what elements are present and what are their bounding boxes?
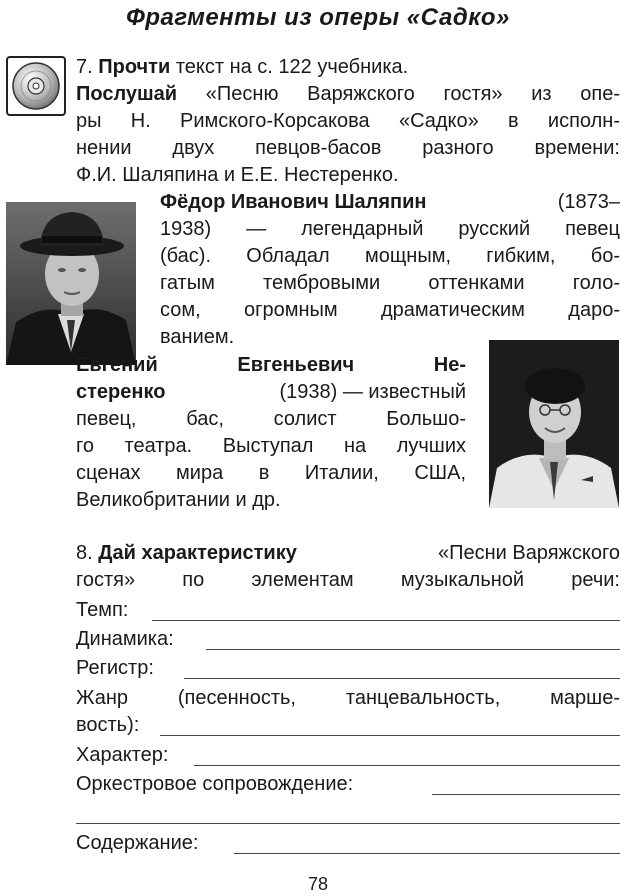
field-label-tempo: Темп: [76, 599, 129, 621]
task8-line1 [76, 540, 620, 567]
answer-line-orchestra[interactable] [432, 794, 620, 795]
field-label-content: Содержание: [76, 832, 199, 854]
answer-line-orchestra-extra[interactable] [76, 823, 620, 824]
task7-line3: ры Н. Римского-Корсакова «Садко» в исполн- [76, 110, 620, 132]
bio1-line2: 1938) — легендарный русский певец [160, 218, 620, 240]
answer-line-character[interactable] [194, 765, 620, 766]
task7-read-verb: Прочти [98, 56, 171, 78]
bio2-line6: Великобритании и др. [76, 489, 281, 511]
bio2-years: (1938) — известный [279, 381, 466, 403]
page-title: Фрагменты из оперы «Садко» [126, 4, 510, 31]
bio1-line5: сом, огромным драматическим даро- [160, 299, 620, 321]
answer-line-content[interactable] [234, 853, 620, 854]
field-label-genre-end: вость): [76, 714, 140, 736]
bio2-line5: сценах мира в Италии, США, [76, 462, 466, 484]
answer-line-tempo[interactable] [152, 620, 620, 621]
bio2-name-part1: Евгений Евгеньевич Не- [76, 354, 466, 376]
task7-listen-text: «Песню Варяжского гостя» из опе- [205, 83, 620, 105]
portrait-nesterenko [489, 340, 619, 508]
field-label-orchestra: Оркестровое сопровождение: [76, 773, 354, 795]
answer-line-genre[interactable] [160, 735, 620, 736]
page-number: 78 [307, 874, 329, 894]
bio2-line2 [76, 379, 466, 406]
task8-verb: Дай характеристику [98, 542, 297, 564]
task-number: 8. [76, 542, 93, 564]
bio2-name-part2: стеренко [76, 381, 166, 403]
task7-read-text: текст на с. 122 учебника. [175, 56, 409, 78]
bio2-line4: го театра. Выступал на лучших [76, 435, 466, 457]
bio1-line3: (бас). Обладал мощным, гибким, бо- [160, 245, 620, 267]
bio1-line6: ванием. [160, 326, 235, 348]
answer-line-register[interactable] [184, 678, 620, 679]
bio2-line3: певец, бас, солист Большо- [76, 408, 466, 430]
field-label-dynamics: Динамика: [76, 628, 174, 650]
task8-rest: «Песни Варяжского [437, 542, 620, 564]
field-label-genre: Жанр (песенность, танцевальность, марше- [76, 687, 620, 709]
bio1-line1 [160, 189, 620, 216]
answer-line-dynamics[interactable] [206, 649, 620, 650]
task7-line1 [76, 54, 536, 81]
portrait-chaliapin [6, 202, 136, 365]
task7-line5: Ф.И. Шаляпина и Е.Е. Нестеренко. [76, 164, 399, 186]
task7-line4: нении двух певцов-басов разного времени: [76, 137, 620, 159]
task7-listen-verb: Послушай [76, 83, 178, 105]
field-label-register: Регистр: [76, 657, 154, 679]
cd-disc-icon [6, 56, 66, 116]
bio1-name: Фёдор Иванович Шаляпин [160, 191, 427, 213]
field-label-character: Характер: [76, 744, 169, 766]
bio2-line1 [76, 352, 466, 379]
bio1-line4: гатым тембровыми оттенками голо- [160, 272, 620, 294]
task7-line2 [76, 81, 620, 108]
bio1-years-start: (1873– [557, 191, 620, 213]
task8-line2: гостя» по элементам музыкальной речи: [76, 569, 620, 591]
task-number: 7. [76, 56, 93, 78]
